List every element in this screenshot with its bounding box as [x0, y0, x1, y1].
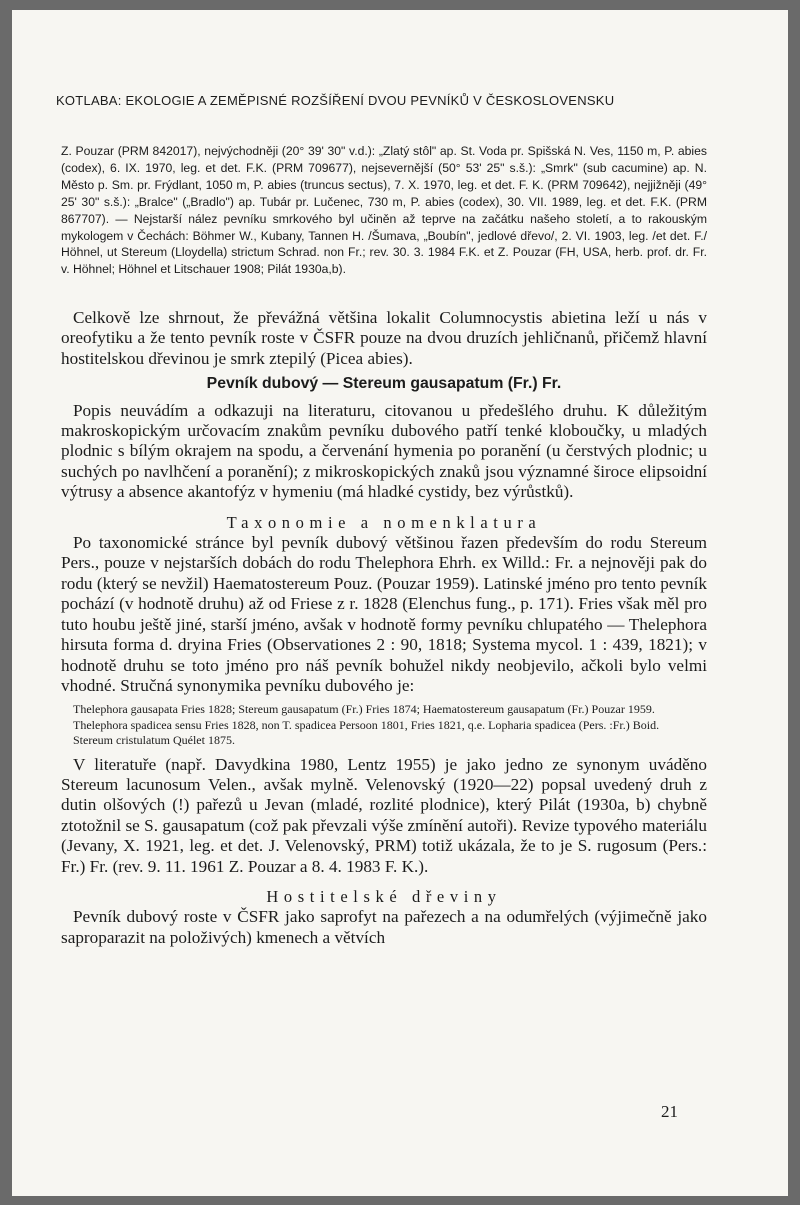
- main-text: [61, 308, 707, 948]
- synonymy-entry: Thelephora gausapata Fries 1828; Stereum gausapatum (Fr.) Fries 1874; Haematostereum gausapatum (Fr.) Pouzar 1959.: [73, 702, 655, 717]
- running-header: KOTLABA: EKOLOGIE A ZEMĚPISNÉ ROZŠÍŘENÍ DVOU PEVNÍKŮ V ČESKOSLOVENSKU: [56, 93, 615, 108]
- species-section-title: Pevník dubový — Stereum gausapatum (Fr.) Fr.: [206, 375, 562, 393]
- synonymy-entry: Stereum cristulatum Quélet 1875.: [73, 733, 235, 748]
- page: [12, 10, 788, 1196]
- synonymy-list: [61, 702, 707, 748]
- description-paragraph: Popis neuvádím a odkazuji na literaturu, citovanou u předešlého druhu. K důležitým makroskopickým určovacím znakům pevníku dubového patří tenké kloboučky, u mladých plodnic s bílým okrajem na spodu, a červenání hymenia po poranění (u čerstvých plodnic; u suchých po navlhčení a poranění); z mikroskopických znaků jsou významné široce elipsoidní výtrusy a absence akantofýz v hymeniu (má hladké cystidy, bez výrůstků).: [61, 400, 707, 502]
- synonymy-entry: Thelephora spadicea sensu Fries 1828, non T. spadicea Persoon 1801, Fries 1821, q.e. Lopharia spadicea (Pers. :Fr.) Boid.: [73, 717, 660, 732]
- hosts-paragraph: Pevník dubový roste v ČSFR jako saprofyt na pařezech a na odumřelých (výjimečně jako saproparazit na položivých) kmenech a větvích: [61, 907, 707, 947]
- summary-paragraph: Celkově lze shrnout, že převážná většina lokalit Columnocystis abietina leží u nás v oreofytiku a že tento pevník roste v ČSFR pouze na dvou druzích jehličnanů, přičemž hlavní hostitelskou dřevinou je smrk ztepilý (Picea abies).: [61, 308, 707, 368]
- taxonomy-heading: Taxonomie a nomenklatura: [226, 512, 542, 532]
- taxonomy-paragraph: Po taxonomické stránce byl pevník dubový většinou řazen především do rodu Stereum Pers., pouze v nejstarších dobách do rodu Thelephora Ehrh. ex Willd.: Fr. a nejnověji pak do rodu (který se nevžil) Haematostereum Pouz. (Pouzar 1959). Latinské jméno pro tento pevník pochází (v hodnotě druhu) až od Friese z r. 1828 (Elenchus fung., p. 171). Fries však měl pro tuto houbu ještě jiné, starší jméno, avšak v hodnotě formy pevníku chlupatého — Thelephora hirsuta forma d. dryina Fries (Observationes 2 : 90, 1818; Systema mycol. 1 : 439, 1821); v hodnotě druhu se toto jméno pro náš pevník bohužel nikdy neobjevilo, ačkoli bylo velmi vhodné. Stručná synonymika pevníku dubového je:: [61, 533, 707, 695]
- specimen-records-paragraph: Z. Pouzar (PRM 842017), nejvýchodněji (20° 39' 30" v.d.): „Zlatý stôl" ap. St. Voda pr. Spišská N. Ves, 1150 m, P. abies (codex), 6. IX. 1970, leg. et det. F.K. (PRM 709677), nejsevernější (50° 53' 25" s.š.): „Smrk" (sub cacumine) ap. N. Město p. Sm. pr. Frýdlant, 1050 m, P. abies (truncus sectus), 7. X. 1970, leg. et det. F. K. (PRM 709642), nejjižněji (49° 25' 30" s.š.): „Bralce" („Bradlo") ap. Tubár pr. Lučenec, 730 m, P. abies (codex), 30. VII. 1989, leg. et det. F.K. (PRM 867707). — Nejstarší nález pevníku smrkového byl učiněn až teprve na začátku našeho století, a to rakouským mykologem v Čechách: Böhmer W., Kubany, Tannen H. /Šumava, „Boubín", jedlové dřevo/, 2. VI. 1903, leg. /et det. F./ Höhnel, ut Stereum (Lloydella) strictum Schrad. non Fr.; rev. 30. 3. 1984 F.K. et Z. Pouzar (FH, USA, herb. prof. dr. Fr. v. Höhnel; Höhnel et Litschauer 1908; Pilát 1930a,b).: [61, 144, 707, 277]
- page-number: 21: [661, 1102, 678, 1121]
- literature-paragraph: V literatuře (např. Davydkina 1980, Lentz 1955) je jako jedno ze synonym uváděno Stereum lacunosum Velen., avšak mylně. Velenovský (1920—22) popsal uvedený druh z dutin olšových (!) pařezů u Jevan (mladé, rozlité plodnice), který Pilát (1930a, b) chybně ztotožnil se S. gausapatum (což pak převzali výše zmínění autoři). Revize typového materiálu (Jevany, X. 1921, leg. et det. J. Velenovský, PRM) totiž ukázala, že to je S. rugosum (Pers.: Fr.) Fr. (rev. 9. 11. 1961 Z. Pouzar a 8. 4. 1983 F. K.).: [61, 754, 707, 876]
- hosts-heading: Hostitelské dřeviny: [266, 886, 502, 906]
